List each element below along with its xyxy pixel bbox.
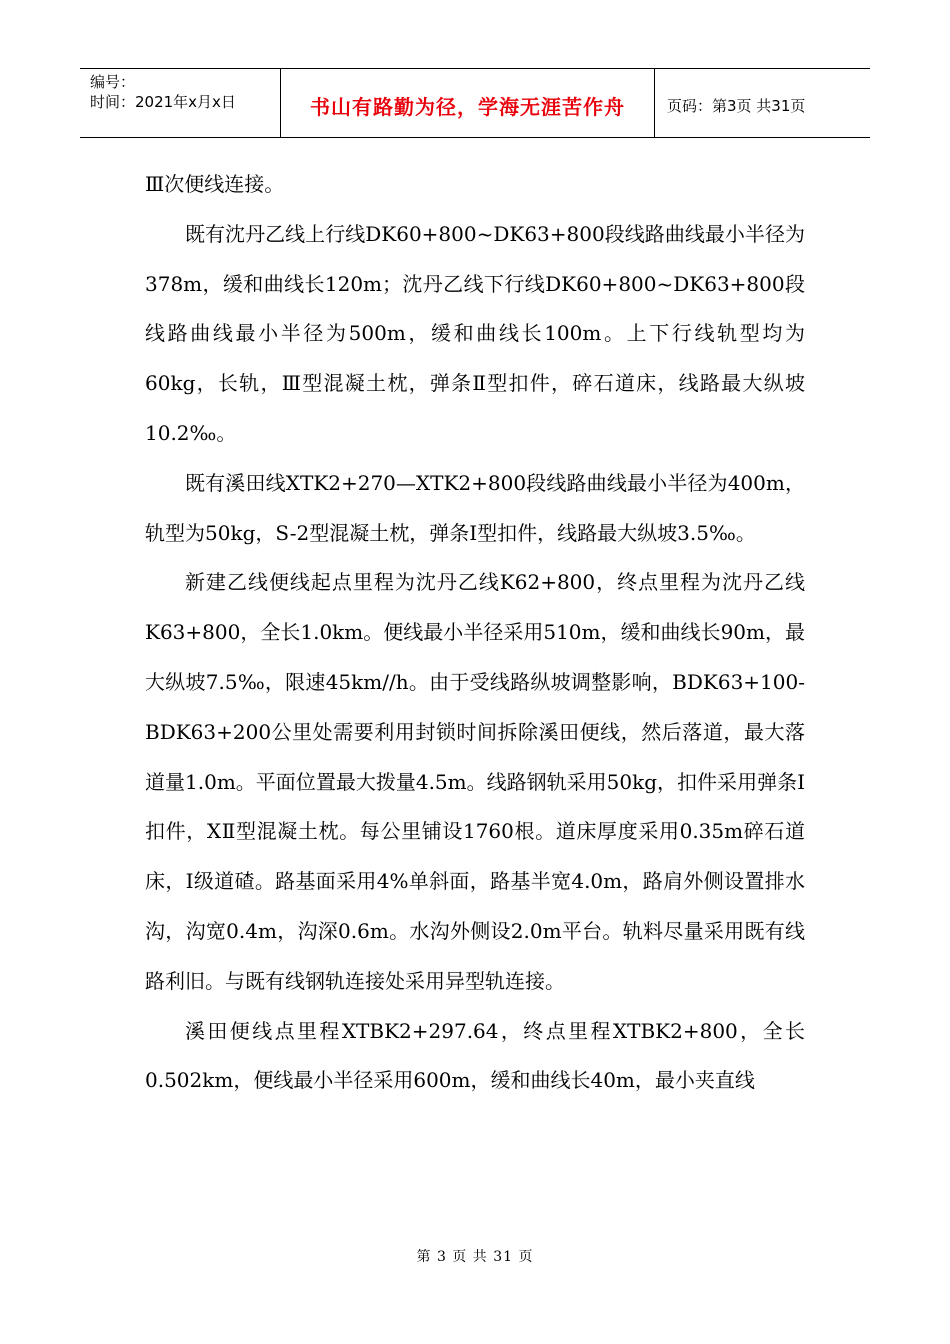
- paragraph-new-bypass-line: 新建乙线便线起点里程为沈丹乙线K62+800，终点里程为沈丹乙线K63+800，全长1.0km。便线最小半径采用510m，缓和曲线长90m，最大纵坡7.5‰，限速45km//h。由于受线路纵坡调整影响，BDK63+100-BDK63+200公里处需要利用封锁时间拆除溪田便线，然后落道，最大落道量1.0m。平面位置最大拨量4.5m。线路钢轨采用50kg，扣件采用弹条Ⅰ扣件，ⅩⅡ型混凝土枕。每公里铺设1760根。道床厚度采用0.35m碎石道床，Ⅰ级道碴。路基面采用4%单斜面，路基半宽4.0m，路肩外侧设置排水沟，沟宽0.4m，沟深0.6m。水沟外侧设2.0m平台。轨料尽量采用既有线路利旧。与既有线钢轨连接处采用异型轨连接。: [145, 570, 805, 993]
- header-page-info: 页码：第3页 共31页: [667, 96, 806, 115]
- paragraph-shendan-line: 既有沈丹乙线上行线DK60+800~DK63+800段线路曲线最小半径为378m，缓和曲线长120m；沈丹乙线下行线DK60+800~DK63+800段线路曲线最小半径为500m，缓和曲线长100m。上下行线轨型均为60kg，长轨，Ⅲ型混凝土枕，弹条Ⅱ型扣件，碎石道床，线路最大纵坡10.2‰。: [145, 221, 805, 445]
- header-meta-cell: [80, 69, 281, 137]
- paragraph-xitian-bypass: 溪田便线点里程XTBK2+297.64，终点里程XTBK2+800，全长0.502km，便线最小半径采用600m，缓和曲线长40m，最小夹直线: [145, 1018, 805, 1093]
- paragraph-continuation: Ⅲ次便线连接。: [145, 172, 285, 196]
- document-number-label: 编号：: [90, 73, 136, 91]
- page-footer: 第 3 页 共 31 页: [416, 1249, 534, 1265]
- document-body: [145, 160, 805, 1106]
- header-motto: 书山有路勤为径，学海无涯苦作舟: [310, 94, 625, 119]
- document-date-label: 时间：2021年x月x日: [90, 93, 236, 111]
- header-motto-cell: [281, 69, 655, 137]
- header-page-cell: [655, 69, 870, 137]
- page-header: [80, 68, 870, 138]
- paragraph-xitian-line: 既有溪田线XTK2+270—XTK2+800段线路曲线最小半径为400m，轨型为50kg，S-2型混凝土枕，弹条Ⅰ型扣件，线路最大纵坡3.5‰。: [145, 470, 805, 545]
